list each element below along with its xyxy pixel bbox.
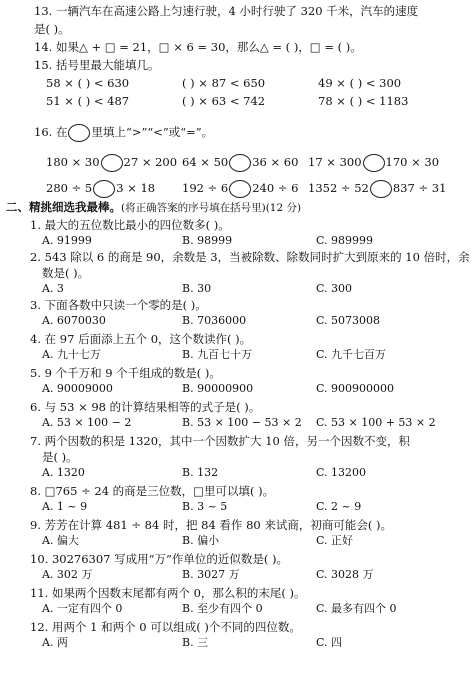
mc4-option-c[interactable]: C. 九千七百万 — [316, 348, 387, 361]
q15-r1-c2: ( ) × 87 < 650 — [182, 76, 266, 90]
q15-title: 15. 括号里最大能填几。 — [34, 58, 160, 72]
mc2-option-a[interactable]: A. 3 — [42, 282, 64, 295]
mc7-question-l1: 7. 两个因数的积是 1320，其中一个因数扩大 10 倍，另一个因数不变，积 — [30, 434, 410, 448]
compare-bubble[interactable] — [363, 154, 385, 172]
q16-r1-i3-left: 17 × 300 — [308, 155, 362, 169]
q16-r1-i2-right: 36 × 60 — [252, 155, 299, 169]
mc1-option-a[interactable]: A. 91999 — [42, 234, 92, 247]
mc10-option-b[interactable]: B. 3027 万 — [182, 568, 240, 581]
q16-r2-i2-right: 240 ÷ 6 — [252, 181, 299, 195]
mc7-question-l2: 是( )。 — [42, 450, 78, 464]
q16-r2-item1 — [46, 180, 155, 198]
mc2-question-l1: 2. 543 除以 6 的商是 90，余数是 3，当被除数、除数同时扩大到原来的 10 倍时，余 — [30, 250, 470, 264]
q16-r2-i2-left: 192 ÷ 6 — [182, 181, 229, 195]
q16-title — [34, 124, 213, 142]
q16-r1-i2-left: 64 × 50 — [182, 155, 229, 169]
section2-heading — [6, 200, 301, 215]
mc12-option-a[interactable]: A. 两 — [42, 636, 68, 649]
mc2-option-b[interactable]: B. 30 — [182, 282, 212, 295]
mc6-question: 6. 与 53 × 98 的计算结果相等的式子是( )。 — [30, 400, 261, 414]
q15-r1-c1: 58 × ( ) < 630 — [46, 76, 130, 90]
mc8-option-a[interactable]: A. 1 ~ 9 — [42, 500, 88, 513]
q16-r2-item3 — [308, 180, 446, 198]
q16-title-post: 里填上“>”“<”或“=”。 — [91, 125, 214, 139]
mc8-option-b[interactable]: B. 3 ~ 5 — [182, 500, 228, 513]
mc9-option-c[interactable]: C. 正好 — [316, 534, 354, 547]
compare-bubble[interactable] — [93, 180, 115, 198]
q16-r1-i3-right: 170 × 30 — [385, 155, 440, 169]
mc4-option-a[interactable]: A. 九十七万 — [42, 348, 101, 361]
q16-title-pre: 16. 在 — [34, 125, 68, 139]
mc6-option-a[interactable]: A. 53 × 100 − 2 — [42, 416, 132, 429]
mc1-option-b[interactable]: B. 98999 — [182, 234, 233, 247]
section2-title: 二、精挑细选我最棒。 — [6, 200, 121, 214]
mc8-option-c[interactable]: C. 2 ~ 9 — [316, 500, 362, 513]
mc12-question: 12. 用两个 1 和两个 0 可以组成( )个不同的四位数。 — [30, 620, 301, 634]
mc5-question: 5. 9 个千万和 9 个千组成的数是( )。 — [30, 366, 221, 380]
mc12-option-c[interactable]: C. 四 — [316, 636, 343, 649]
mc3-option-a[interactable]: A. 6070030 — [42, 314, 106, 327]
mc7-option-c[interactable]: C. 13200 — [316, 466, 367, 479]
q15-r2-c1: 51 × ( ) < 487 — [46, 94, 130, 108]
section2-note: (将正确答案的序号填在括号里)(12 分) — [121, 202, 302, 214]
q16-r2-item2 — [182, 180, 298, 198]
mc8-question: 8. □765 ÷ 24 的商是三位数，□里可以填( )。 — [30, 484, 275, 498]
mc11-question: 11. 如果两个因数末尾都有两个 0，那么积的末尾( )。 — [30, 586, 306, 600]
mc1-question: 1. 最大的五位数比最小的四位数多( )。 — [30, 218, 230, 232]
mc4-option-b[interactable]: B. 九百七十万 — [182, 348, 253, 361]
q14: 14. 如果△ + □ = 21，□ × 6 = 30，那么△ = ( )，□ = ( )。 — [34, 40, 362, 54]
mc9-option-a[interactable]: A. 偏大 — [42, 534, 79, 547]
mc11-option-a[interactable]: A. 一定有四个 0 — [42, 602, 123, 615]
mc3-option-b[interactable]: B. 7036000 — [182, 314, 247, 327]
mc2-question-l2: 数是( )。 — [42, 266, 90, 280]
mc11-option-b[interactable]: B. 至少有四个 0 — [182, 602, 263, 615]
mc6-option-b[interactable]: B. 53 × 100 − 53 × 2 — [182, 416, 302, 429]
q13-line2: 是( )。 — [34, 22, 70, 36]
mc10-option-a[interactable]: A. 302 万 — [42, 568, 93, 581]
q16-r1-item3 — [308, 154, 439, 172]
q15-r2-c3: 78 × ( ) < 1183 — [318, 94, 409, 108]
mc7-option-a[interactable]: A. 1320 — [42, 466, 85, 479]
mc10-question: 10. 30276307 写成用“万”作单位的近似数是( )。 — [30, 552, 289, 566]
mc5-option-a[interactable]: A. 90009000 — [42, 382, 113, 395]
q15-r2-c2: ( ) × 63 < 742 — [182, 94, 266, 108]
mc10-option-c[interactable]: C. 3028 万 — [316, 568, 374, 581]
q13-line1: 13. 一辆汽车在高速公路上匀速行驶，4 小时行驶了 320 千米，汽车的速度 — [34, 4, 419, 18]
mc4-question: 4. 在 97 后面添上五个 0，这个数读作( )。 — [30, 332, 252, 346]
mc5-option-c[interactable]: C. 900900000 — [316, 382, 395, 395]
mc3-question: 3. 下面各数中只读一个零的是( )。 — [30, 298, 207, 312]
mc3-option-c[interactable]: C. 5073008 — [316, 314, 381, 327]
q16-r1-i1-left: 180 × 30 — [46, 155, 100, 169]
mc2-option-c[interactable]: C. 300 — [316, 282, 353, 295]
q15-r1-c3: 49 × ( ) < 300 — [318, 76, 402, 90]
q16-r2-i3-right: 837 ÷ 31 — [392, 181, 447, 195]
compare-bubble[interactable] — [370, 180, 392, 198]
mc7-option-b[interactable]: B. 132 — [182, 466, 219, 479]
compare-bubble — [68, 124, 90, 142]
compare-bubble[interactable] — [229, 180, 251, 198]
compare-bubble[interactable] — [101, 154, 123, 172]
q16-r1-i1-right: 27 × 200 — [123, 155, 178, 169]
mc6-option-c[interactable]: C. 53 × 100 + 53 × 2 — [316, 416, 436, 429]
mc9-option-b[interactable]: B. 偏小 — [182, 534, 220, 547]
q16-r1-item2 — [182, 154, 298, 172]
q16-r2-i1-right: 3 × 18 — [116, 181, 156, 195]
mc5-option-b[interactable]: B. 90000900 — [182, 382, 254, 395]
mc12-option-b[interactable]: B. 三 — [182, 636, 209, 649]
q16-r2-i1-left: 280 ÷ 5 — [46, 181, 93, 195]
mc9-question: 9. 芳芳在计算 481 ÷ 84 时，把 84 看作 80 来试商，初商可能会( )。 — [30, 518, 392, 532]
mc1-option-c[interactable]: C. 989999 — [316, 234, 374, 247]
q16-r2-i3-left: 1352 ÷ 52 — [308, 181, 369, 195]
mc11-option-c[interactable]: C. 最多有四个 0 — [316, 602, 397, 615]
q16-r1-item1 — [46, 154, 177, 172]
compare-bubble[interactable] — [229, 154, 251, 172]
